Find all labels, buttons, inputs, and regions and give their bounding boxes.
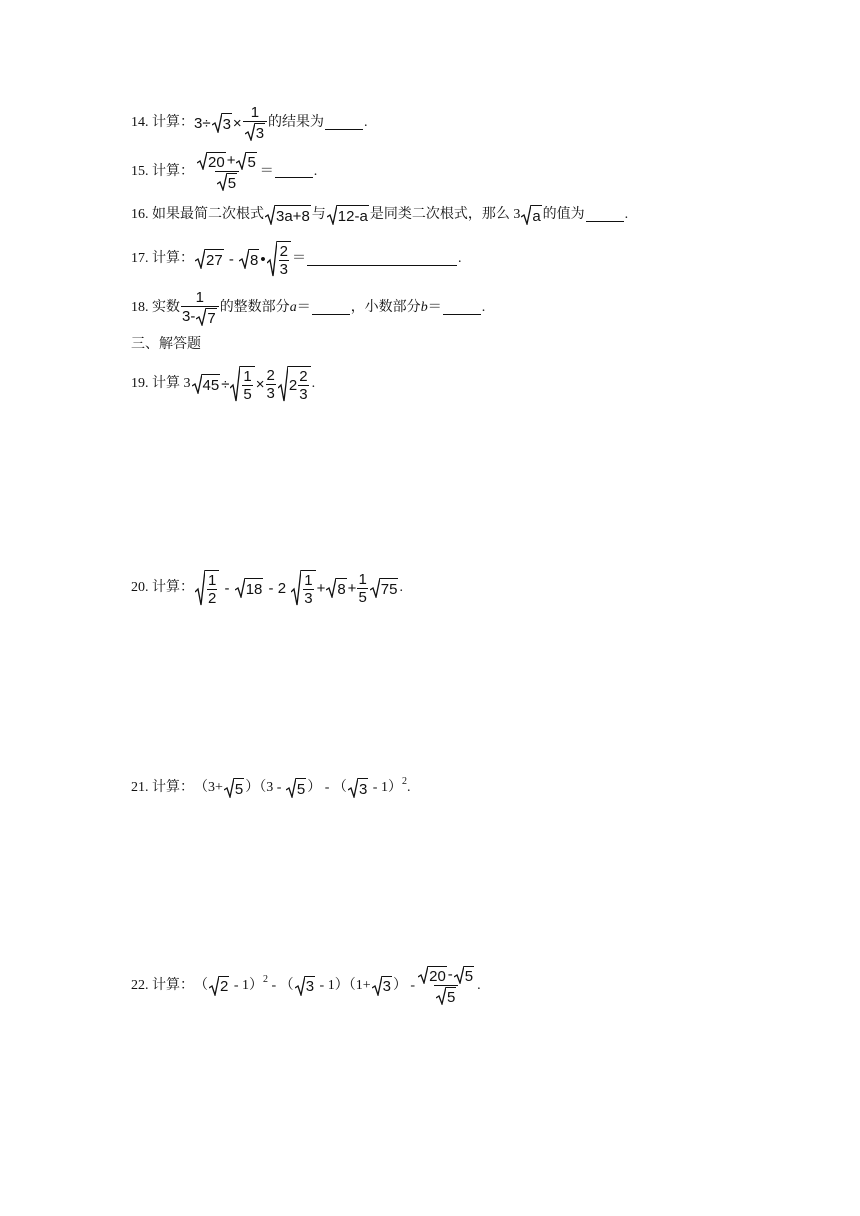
problem-14: 14. 计算： 3÷ 3 × $\frac{1}{3}$ 的结果为 . (131, 104, 368, 142)
section-heading: 三、解答题 (131, 337, 201, 352)
sqrt: 3a+8 (265, 205, 311, 225)
fraction: $\frac{1}{3}$ (243, 105, 267, 141)
problem-15: 15. 计算： 20 + 5 5 ＝ . (131, 151, 318, 192)
answer-blank[interactable] (325, 117, 363, 130)
fraction: 1 3- 7 (181, 290, 219, 326)
answer-blank-a[interactable] (312, 302, 350, 315)
sqrt: 3 (212, 113, 232, 133)
math-expression: 27 - 8 • $\frac{2}{3}$ (194, 241, 292, 277)
problem-21: 21. 计算： （3+ 5 ）（3 - 5 ） - （ 3 - 1） 2 . (131, 776, 411, 798)
answer-blank[interactable] (586, 209, 624, 222)
math-expression: （ 2 - 1） 2 - （ 3 - 1）（1+ 3 ） - 20 - 5 5 (194, 965, 474, 1006)
math-expression: $\frac{1}{2}$ - 18 - 2 $\frac{1}{3}$ + 8 + $\frac{1}{5}$ 75 (194, 570, 399, 606)
problem-20: 20. 计算： $\frac{1}{2}$ - 18 - 2 $\frac{1}{3}$ + 8 + $\frac{1}{5}$ 75 . (131, 570, 403, 607)
sqrt: 12-a (327, 205, 369, 225)
problem-18: 18. 实数 1 3- 7 的整数部分 a ＝ ，小数部分 b ＝ . (131, 289, 486, 327)
problem-number: 14. (131, 115, 149, 130)
math-expression: （3+ 5 ）（3 - 5 ） - （ 3 - 1） 2 (194, 776, 407, 798)
problem-17: 17. 计算： 27 - 8 • $\frac{2}{3}$ ＝ . (131, 242, 462, 278)
problem-label: 计算： (152, 163, 194, 179)
problem-16: 16. 如果最简二次根式 3a+8 与 12-a 是同类二次根式，那么 3 a 的值为 . (131, 207, 629, 225)
fraction: 20 + 5 5 (195, 152, 259, 191)
problem-label: 计算： (152, 115, 194, 130)
answer-blank[interactable] (307, 253, 457, 266)
problem-22: 22. 计算： （ 2 - 1） 2 - （ 3 - 1）（1+ 3 ） - 20 - 5 5 . (131, 965, 481, 1006)
sqrt: a (521, 205, 541, 225)
answer-blank-b[interactable] (443, 302, 481, 315)
math-expression: 45 ÷ $\frac{1}{5}$ × $\frac{2}{3}$ 2 $\frac{2}{3}$ (191, 366, 312, 402)
math-expression: 3÷ 3 × $\frac{1}{3}$ (194, 105, 268, 141)
problem-text: 的结果为 (268, 115, 325, 130)
problem-number: 15. (131, 163, 149, 179)
problem-19: 19. 计算 3 45 ÷ $\frac{1}{5}$ × $\frac{2}{3}$ 2 $\frac{2}{3}$ . (131, 366, 316, 403)
answer-blank[interactable] (275, 165, 313, 178)
